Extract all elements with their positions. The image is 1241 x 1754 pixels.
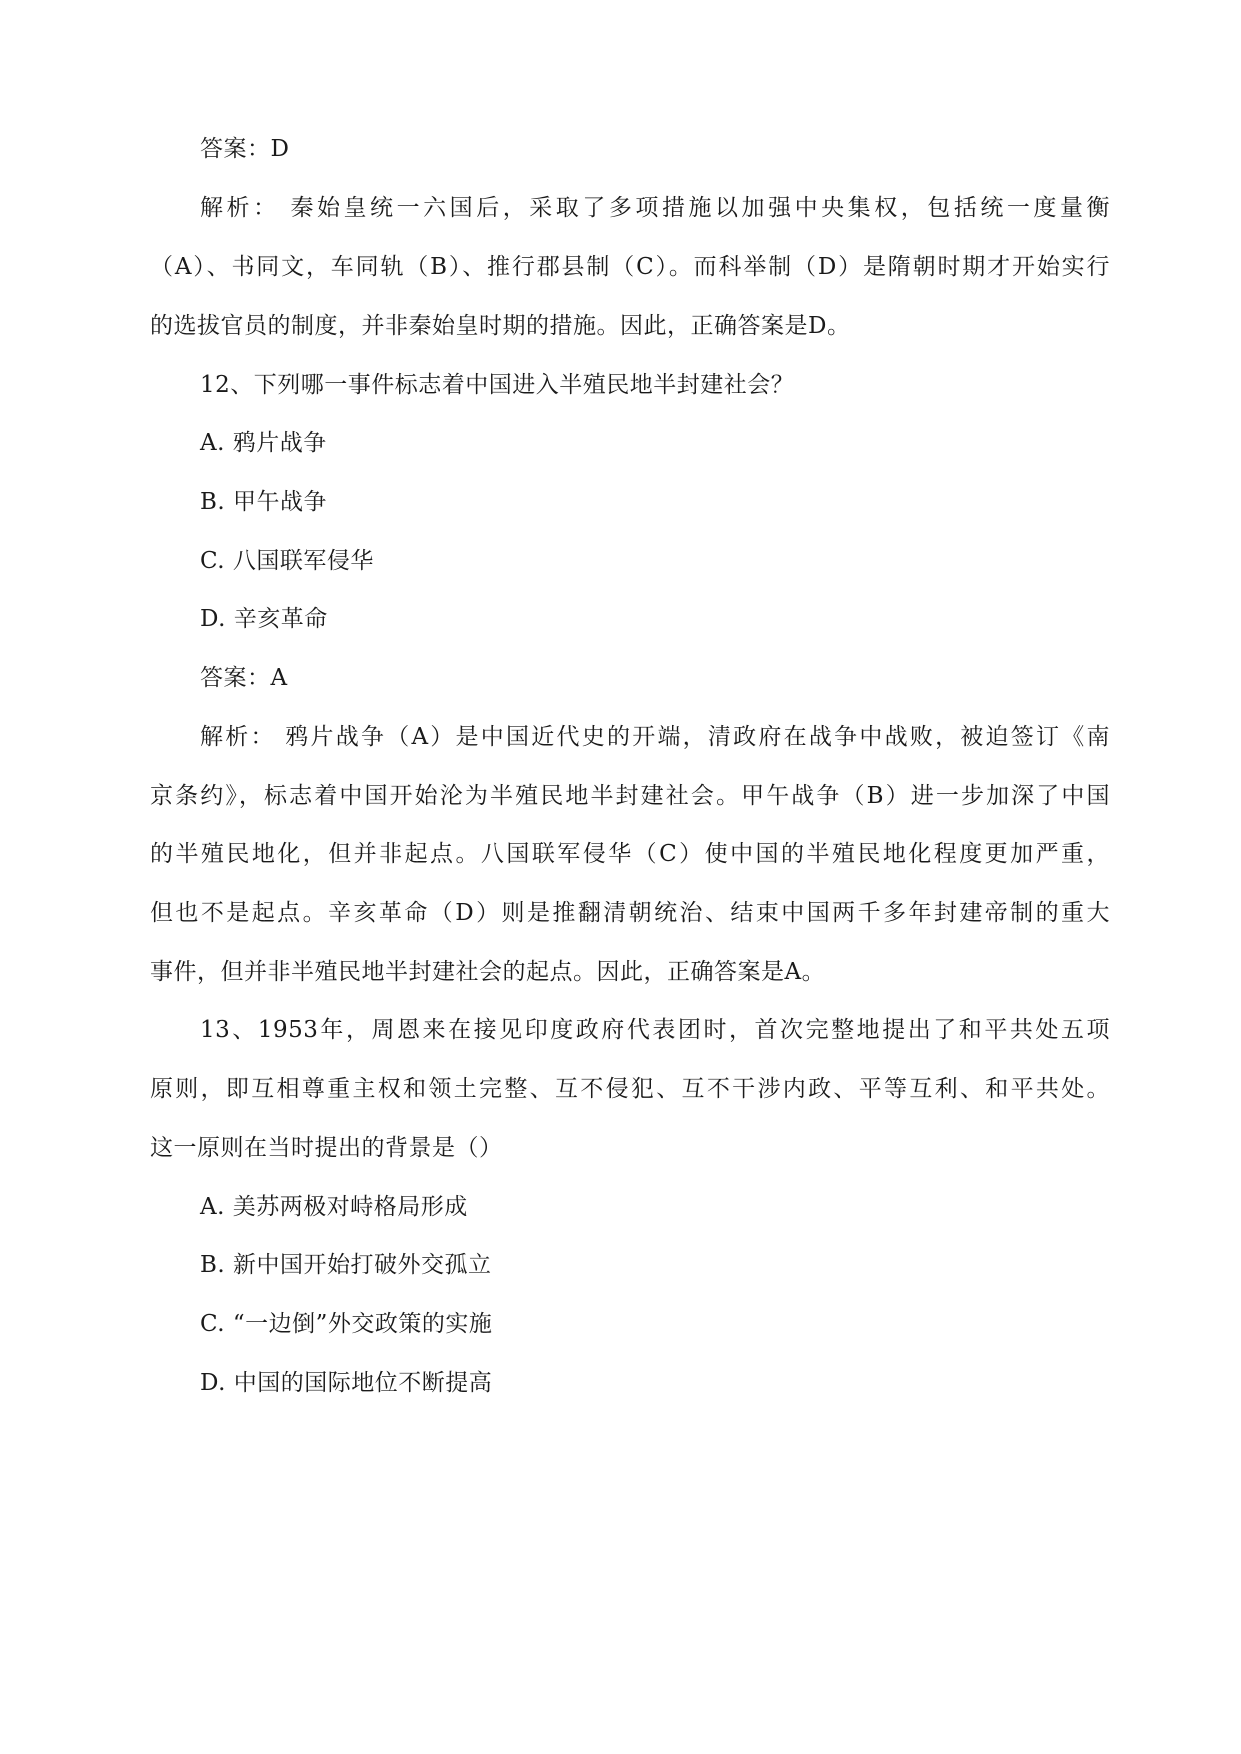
q13-option-b: B. 新中国开始打破外交孤立	[200, 1252, 492, 1278]
q13-option-a: A. 美苏两极对峙格局形成	[200, 1194, 468, 1220]
q13-option-c: C. “一边倒”外交政策的实施	[200, 1311, 493, 1337]
q11-analysis-line-2: （A）、书同文，车同轨（B）、推行郡县制（C）。而科举制（D）是隋朝时期才开始实行	[150, 254, 1110, 280]
q13-question-line-2: 原则，即互相尊重主权和领土完整、互不侵犯、互不干涉内政、平等互利、和平共处。	[150, 1076, 1110, 1102]
q12-analysis-line-2: 京条约》，标志着中国开始沦为半殖民地半封建社会。甲午战争（B）进一步加深了中国	[150, 783, 1110, 809]
q13-option-d: D. 中国的国际地位不断提高	[200, 1370, 493, 1396]
q11-answer: 答案：D	[200, 136, 290, 162]
q13-question-line-3: 这一原则在当时提出的背景是（）	[150, 1135, 503, 1161]
q12-option-d: D. 辛亥革命	[200, 606, 328, 632]
q12-question: 12、下列哪一事件标志着中国进入半殖民地半封建社会？	[200, 372, 795, 398]
q11-analysis-line-3: 的选拔官员的制度，并非秦始皇时期的措施。因此，正确答案是D。	[150, 313, 851, 339]
q12-option-b: B. 甲午战争	[200, 489, 328, 515]
q12-analysis-line-3: 的半殖民地化，但并非起点。八国联军侵华（C）使中国的半殖民地化程度更加严重，	[150, 841, 1110, 867]
q12-option-c: C. 八国联军侵华	[200, 548, 374, 574]
q13-question-line-1: 13、1953年，周恩来在接见印度政府代表团时，首次完整地提出了和平共处五项	[200, 1017, 1110, 1043]
q12-analysis-line-5: 事件，但并非半殖民地半封建社会的起点。因此，正确答案是A。	[150, 959, 826, 985]
q12-analysis-line-4: 但也不是起点。辛亥革命（D）则是推翻清朝统治、结束中国两千多年封建帝制的重大	[150, 900, 1110, 926]
q12-answer: 答案：A	[200, 665, 288, 691]
q12-analysis-line-1: 解析： 鸦片战争（A）是中国近代史的开端，清政府在战争中战败，被迫签订《南	[200, 724, 1110, 750]
q11-analysis-line-1: 解析： 秦始皇统一六国后，采取了多项措施以加强中央集权，包括统一度量衡	[200, 195, 1110, 221]
q12-option-a: A. 鸦片战争	[200, 430, 327, 456]
